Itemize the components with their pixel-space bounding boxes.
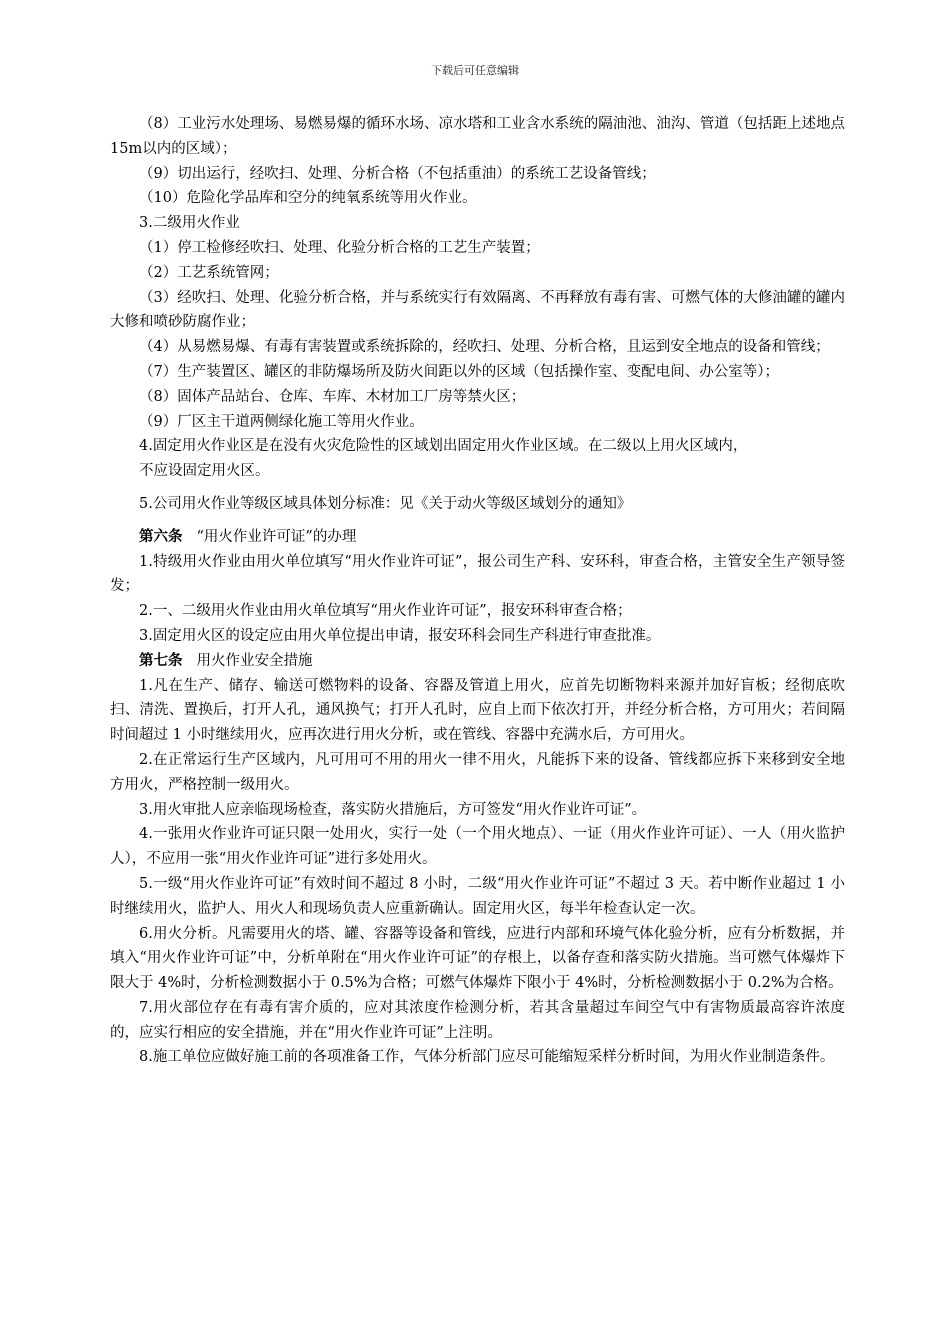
paragraph-continuation: 不应设固定用火区。 bbox=[139, 463, 270, 480]
section-heading: 3.二级用火作业 bbox=[139, 215, 240, 232]
paragraph: （8）工业污水处理场、易燃易爆的循环水场、凉水塔和工业含水系统的隔油池、油沟、管道（包括距上述地点15m以内的区域）； bbox=[110, 116, 845, 157]
page-header: 下载后可任意编辑 bbox=[431, 64, 519, 77]
paragraph: （2）工艺系统管网； bbox=[139, 264, 279, 281]
paragraph: 2.在正常运行生产区域内，凡可用可不用的用火一律不用火，凡能拆下来的设备、管线都应拆下来移到安全地方用火，严格控制一级用火。 bbox=[110, 751, 845, 793]
paragraph: 8.施工单位应做好施工前的各项准备工作，气体分析部门应尽可能缩短采样分析时间，为用火作业制造条件。 bbox=[139, 1049, 835, 1066]
document-body bbox=[110, 112, 845, 1070]
paragraph: 1.特级用火作业由用火单位填写“用火作业许可证”，报公司生产科、安环科，审查合格，主管安全生产领导签发； bbox=[110, 553, 845, 595]
article-label: 第六条 bbox=[139, 527, 183, 545]
paragraph: 5.一级“用火作业许可证”有效时间不超过 8 小时，二级“用火作业许可证”不超过 3 天。若中断作业超过 1 小时继续用火，监护人、用火人和现场负责人应重新确认。固定用火区，每半年检查认定一次。 bbox=[110, 875, 845, 917]
article-title: “用火作业许可证”的办理 bbox=[196, 528, 357, 545]
paragraph: 2.一、二级用火作业由用火单位填写“用火作业许可证”，报安环科审查合格； bbox=[139, 603, 632, 620]
paragraph: 5.公司用火作业等级区域具体划分标准：见《关于动火等级区域划分的通知》 bbox=[139, 495, 632, 512]
article-heading bbox=[110, 525, 845, 550]
paragraph: （7）生产装置区、罐区的非防爆场所及防火间距以外的区域（包括操作室、变配电间、办公室等）； bbox=[139, 363, 779, 380]
paragraph: 4.一张用火作业许可证只限一处用火，实行一处（一个用火地点）、一证（用火作业许可证）、一人（用火监护人），不应用一张“用火作业许可证”进行多处用火。 bbox=[110, 826, 845, 868]
paragraph: （9）切出运行，经吹扫、处理、分析合格（不包括重油）的系统工艺设备管线； bbox=[139, 165, 656, 182]
paragraph: （3）经吹扫、处理、化验分析合格，并与系统实行有效隔离、不再释放有毒有害、可燃气体的大修油罐的罐内大修和喷砂防腐作业； bbox=[110, 289, 845, 331]
article-title: 用火作业安全措施 bbox=[196, 652, 313, 669]
paragraph: 6.用火分析。凡需要用火的塔、罐、容器等设备和管线，应进行内部和环境气体化验分析，应有分析数据，并填入“用火作业许可证”中，分析单附在“用火作业许可证”的存根上，以备存查和落实防火措施。当可燃气体爆炸下限大于 4%时，分析检测数据小于 0.5%为合格；可燃气体爆炸下限小于 4%时，分析检测数据小于 0.2%为合格。 bbox=[110, 925, 845, 992]
paragraph: （4）从易燃易爆、有毒有害装置或系统拆除的，经吹扫、处理、分析合格，且运到安全地点的设备和管线； bbox=[139, 339, 830, 356]
article-label: 第七条 bbox=[139, 651, 183, 669]
paragraph: 1.凡在生产、储存、输送可燃物料的设备、容器及管道上用火，应首先切断物料来源并加好盲板；经彻底吹扫、清洗、置换后，打开人孔，通风换气；打开人孔时，应自上而下依次打开，并经分析合格，方可用火；若间隔时间超过 1 小时继续用火，应再次进行用火分析，或在管线、容器中充满水后，方可用火。 bbox=[110, 677, 845, 744]
paragraph: （9）厂区主干道两侧绿化施工等用火作业。 bbox=[139, 413, 424, 430]
paragraph: 3.用火审批人应亲临现场检查，落实防火措施后，方可签发“用火作业许可证”。 bbox=[139, 801, 647, 818]
paragraph: （1）停工检修经吹扫、处理、化验分析合格的工艺生产装置； bbox=[139, 239, 540, 256]
paragraph: 4.固定用火作业区是在没有火灾危险性的区域划出固定用火作业区域。在二级以上用火区域内， bbox=[139, 438, 748, 455]
article-heading bbox=[110, 649, 845, 674]
paragraph: （8）固体产品站台、仓库、车库、木材加工厂房等禁火区； bbox=[139, 388, 526, 405]
paragraph: 7.用火部位存在有毒有害介质的，应对其浓度作检测分析，若其含量超过车间空气中有害物质最高容许浓度的，应实行相应的安全措施，并在“用火作业许可证”上注明。 bbox=[110, 999, 845, 1041]
paragraph: 3.固定用火区的设定应由用火单位提出申请，报安环科会同生产科进行审查批准。 bbox=[139, 627, 661, 644]
paragraph: （10）危险化学品库和空分的纯氧系统等用火作业。 bbox=[139, 190, 477, 207]
